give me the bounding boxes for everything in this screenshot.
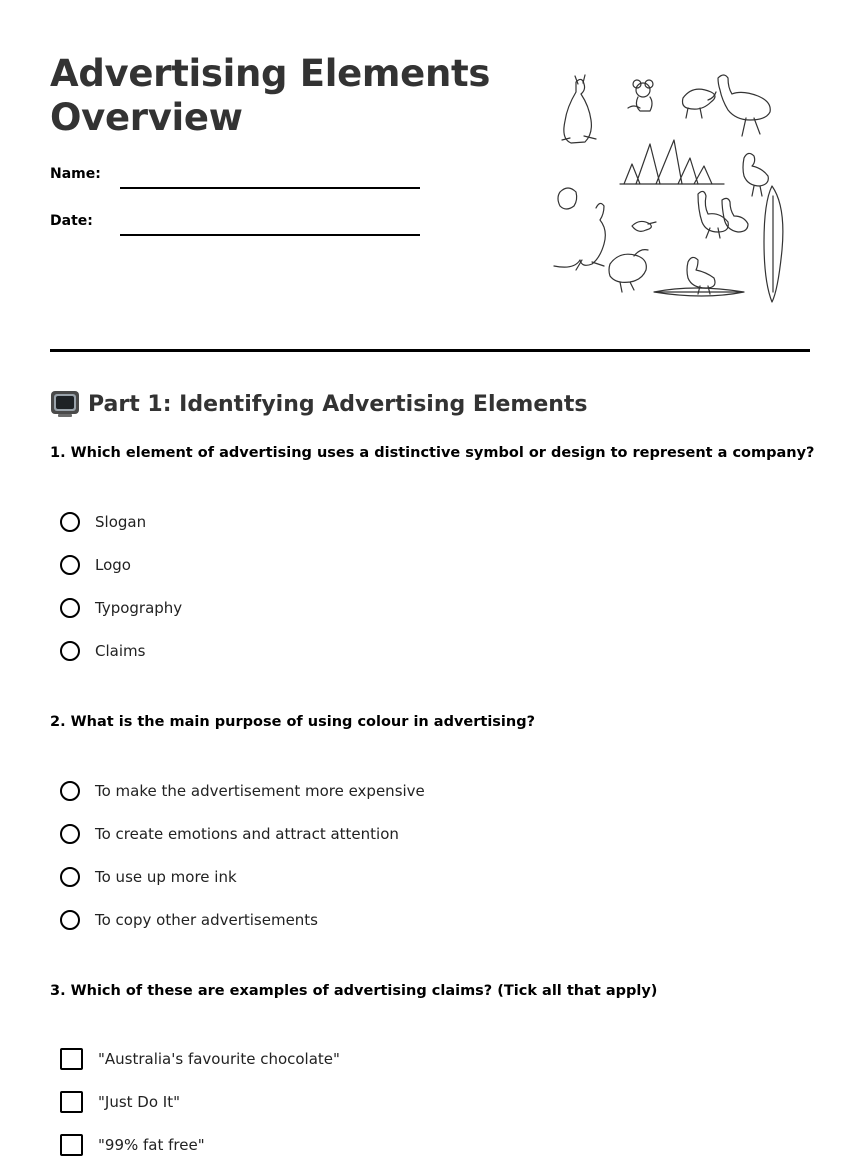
radio-button[interactable] [60,867,80,887]
page-title [50,52,510,140]
q2-option-1[interactable] [60,778,425,804]
question-3: 3. Which of these are examples of advertising claims? (Tick all that apply) [50,983,658,999]
q2-option-4[interactable] [60,907,318,933]
option-label: To use up more ink [95,868,237,886]
part1-heading [50,388,588,420]
date-label: Date: [50,213,93,229]
name-field[interactable] [120,187,420,189]
checkbox[interactable] [60,1048,83,1070]
radio-button[interactable] [60,555,80,575]
option-label: To copy other advertisements [95,911,319,929]
option-label: To create emotions and attract attention [95,825,399,843]
option-label: Slogan [95,513,147,531]
option-label: Logo [95,556,131,574]
option-label: Typography [95,599,183,617]
option-label: "99% fat free" [98,1136,205,1154]
television-icon [50,390,80,418]
q1-option-logo[interactable] [60,552,131,578]
question-2: 2. What is the main purpose of using colour in advertising? [50,714,536,730]
q3-option-3[interactable] [60,1132,205,1158]
checkbox[interactable] [60,1134,83,1156]
option-label: To make the advertisement more expensive [95,782,425,800]
page-title-line1: Advertising Elements [50,52,491,95]
radio-button[interactable] [60,512,80,532]
q1-option-slogan[interactable] [60,509,146,535]
q1-option-typography[interactable] [60,595,182,621]
section-divider [50,349,810,352]
radio-button[interactable] [60,910,80,930]
option-label: "Australia's favourite chocolate" [98,1050,340,1068]
option-label: "Just Do It" [98,1093,180,1111]
radio-button[interactable] [60,781,80,801]
page-title-line2: Overview [50,96,243,139]
q2-option-2[interactable] [60,821,399,847]
q1-option-claims[interactable] [60,638,145,664]
question-1: 1. Which element of advertising uses a distinctive symbol or design to represent a company? [50,445,815,461]
q2-option-3[interactable] [60,864,237,890]
name-label: Name: [50,166,101,182]
option-label: Claims [95,642,146,660]
radio-button[interactable] [60,824,80,844]
part1-title: Part 1: Identifying Advertising Elements [88,391,588,417]
q3-option-1[interactable] [60,1046,340,1072]
radio-button[interactable] [60,598,80,618]
checkbox[interactable] [60,1091,83,1113]
q3-option-2[interactable] [60,1089,180,1115]
radio-button[interactable] [60,641,80,661]
date-field[interactable] [120,234,420,236]
australian-animals-illustration [548,68,798,308]
